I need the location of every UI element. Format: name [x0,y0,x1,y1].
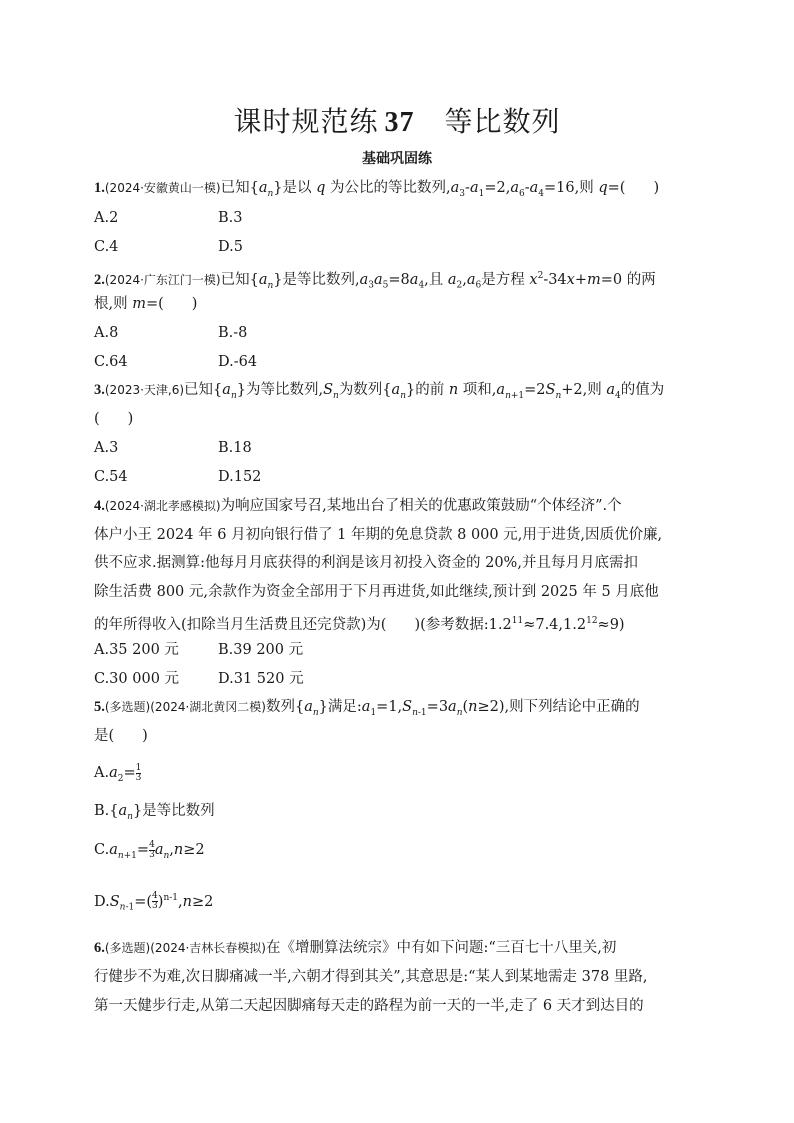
option-d: D.31 520 元 [218,671,304,687]
option-b: B.3 [218,210,243,226]
question-6-line-2: 行健步不为难,次日脚痛减一半,六朝才得到其关”,其意思是:“某人到某地需走 378 里路, [94,969,648,985]
question-2-cont: 根,则 m=( ) [94,296,198,312]
question-3: 3.(2023·天津,6)已知$\{a_n\}$为等比数列$,S_n$为数列$\{a_n\}$的前 n 项和$,a_{n+1}=2S_n+2$,则 $a_4$的值为 [94,382,665,401]
question-4-options-row-2 [94,669,704,689]
option-a: A.2 [94,210,119,226]
question-2: 2.(2024·广东江门一模)已知$\{a_n\}$是等比数列$,a_3a_5=8a_4$,且 $a_2,a_6$是方程 $x^2-34x+m=0$ 的两 [94,271,656,291]
question-4-line-4: 除生活费 800 元,余款作为资金全部用于下月再进货,如此继续,预计到 2025 年 5 月底他 [94,584,659,600]
option-b: B.39 200 元 [218,642,304,658]
option-c: C.30 000 元 [94,671,180,687]
question-4-line-3: 供不应求.据测算:他每月月底获得的利润是该月初投入资金的 20%,并且每月月底需扣 [94,555,638,571]
question-5-cont: 是( ) [94,728,148,744]
question-2-options-row-1 [94,323,704,343]
question-4: 4.(2024·湖北孝感模拟)为响应国家号召,某地出台了相关的优惠政策鼓励“个体经济”.个 [94,498,622,514]
option-a: $A.a_2=$ $\frac{1}{3}$ [94,762,142,784]
question-1: 1.(2024·安徽黄山一模)已知$\{a_n\}$是以 q 为公比的等比数列$,a_3-a_1=2,a_6-a_4=16$,则 q=( ) [94,180,660,199]
question-2-options-row-2 [94,352,704,372]
question-4-options-row-1 [94,640,704,660]
option-d: D.-64 [218,354,258,370]
section-heading: 基础巩固练 [362,151,432,167]
question-6-line-3: 第一天健步行走,从第二天起因脚痛每天走的路程为前一天的一半,走了 6 天才到达目的 [94,998,644,1014]
question-4-line-5: 的年所得收入(扣除当月生活费且还完贷款)为( )(参考数据$:1.2^{11}\approx 7.4,1.2^{12}\approx 9$) [94,616,625,633]
option-a: A.8 [94,325,119,341]
option-c: $C.a_{n+1}=$ $\frac{4}{3}$ $a_n,n\ge 2$ [94,839,205,861]
question-6: 6.(多选题)(2024·吉林长春模拟)在《增删算法统宗》中有如下问题:“三百七十八里关,初 [94,940,617,956]
question-4-line-2: 体户小王 2024 年 6 月初向银行借了 1 年期的免息贷款 8 000 元,用于进货,因质优价廉, [94,527,663,543]
page-title: 课时规范练 37 等比数列 [233,105,561,138]
question-3-options-row-2 [94,467,704,487]
question-3-options-row-1 [94,438,704,458]
option-b: B.18 [218,440,252,456]
option-d: D.5 [218,239,243,255]
option-c: C.4 [94,239,119,255]
option-d: D.152 [218,469,262,485]
question-1-options-row-1 [94,208,704,228]
question-5: 5.(多选题)(2024·湖北黄冈二模)数列$\{a_n\}$满足$:a_1=1,S_{n-1}=3a_n(n\ge 2)$,则下列结论中正确的 [94,699,640,718]
option-a: A.3 [94,440,119,456]
option-c: C.64 [94,354,128,370]
option-b: $B.\{a_n\}$是等比数列 [94,803,215,822]
option-d: $D.S_{n-1}=$( $\frac{4}{3}$ )$^{n-1}$,n≥2 [94,891,214,913]
question-3-cont: ( ) [94,411,134,427]
question-1-options-row-2 [94,237,704,257]
option-a: A.35 200 元 [94,642,179,658]
option-b: B.-8 [218,325,248,341]
option-c: C.54 [94,469,128,485]
